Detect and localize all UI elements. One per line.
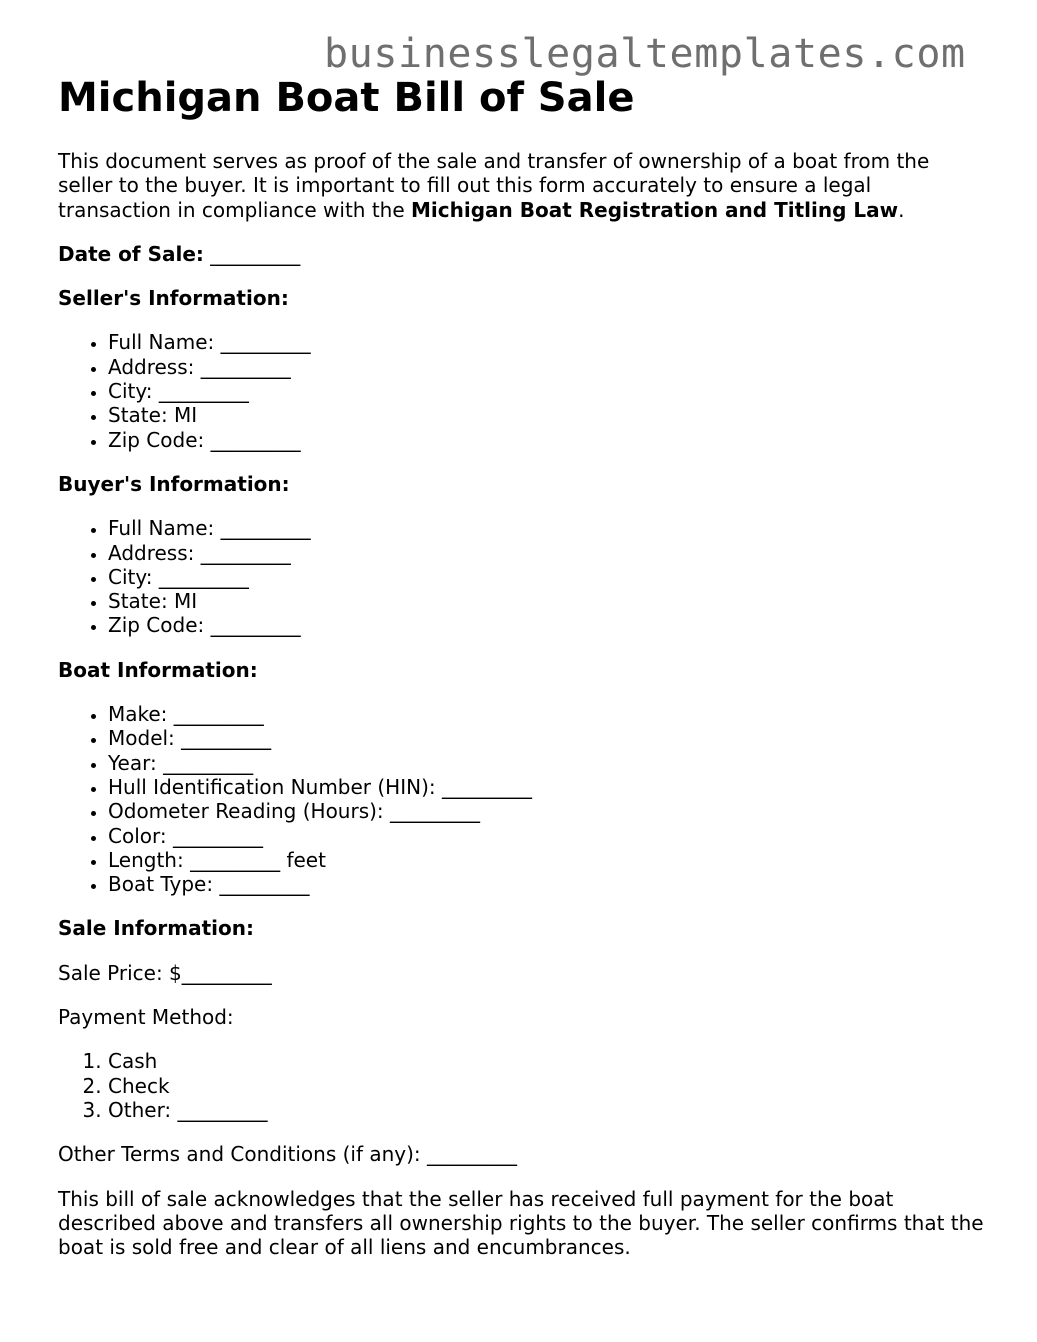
list-item: • Zip Code: _________	[108, 428, 988, 452]
buyer-list	[58, 516, 988, 637]
intro-end: .	[898, 197, 905, 222]
buyer-heading: Buyer's Information:	[58, 471, 290, 496]
sale-heading: Sale Information:	[58, 916, 254, 941]
list-item: • Length: _________ feet	[108, 848, 988, 872]
list-item: • Hull Identification Number (HIN): _________	[108, 775, 988, 799]
closing-paragraph: This bill of sale acknowledges that the seller has received full payment for the boat described above and transfers all ownership rights to the buyer. The seller confirms that the boat is sold free and clear of all liens and encumbrances.	[58, 1186, 984, 1260]
list-item: • Address: _________	[108, 355, 988, 379]
list-item: 1. Cash	[108, 1049, 988, 1073]
boat-list	[58, 702, 988, 896]
payment-method-label: Payment Method:	[58, 1005, 234, 1030]
payment-method-list	[58, 1049, 988, 1122]
list-item: • Boat Type: _________	[108, 872, 988, 896]
list-item: • Color: _________	[108, 824, 988, 848]
intro-text: This document serves as proof of the sale and transfer of ownership of a boat from the seller to the buyer. It is important to fill out this form accurately to ensure a legal transaction in compliance with the	[58, 149, 930, 222]
date-of-sale	[58, 242, 988, 266]
document-body	[58, 149, 988, 1279]
sale-price: Sale Price: $_________	[58, 960, 272, 985]
list-item: • Full Name: _________	[108, 516, 988, 540]
boat-heading: Boat Information:	[58, 657, 258, 682]
other-terms: Other Terms and Conditions (if any): _________	[58, 1142, 518, 1167]
list-item: • City: _________	[108, 379, 988, 403]
intro-paragraph	[58, 149, 988, 222]
list-item: • Zip Code: _________	[108, 613, 988, 637]
date-of-sale-label: Date of Sale:	[58, 241, 204, 266]
date-of-sale-blank: _________	[210, 241, 301, 266]
seller-list	[58, 330, 988, 451]
list-item: 3. Other: _________	[108, 1098, 988, 1122]
list-item: 2. Check	[108, 1074, 988, 1098]
list-item: • Year: _________	[108, 751, 988, 775]
list-item: • Model: _________	[108, 726, 988, 750]
watermark: businesslegaltemplates.com	[324, 31, 966, 77]
list-item: • Full Name: _________	[108, 330, 988, 354]
list-item: • Odometer Reading (Hours): _________	[108, 799, 988, 823]
document-title: Michigan Boat Bill of Sale	[58, 75, 635, 121]
list-item: • State: MI	[108, 589, 988, 613]
list-item: • City: _________	[108, 565, 988, 589]
list-item: • State: MI	[108, 403, 988, 427]
list-item: • Address: _________	[108, 541, 988, 565]
seller-heading: Seller's Information:	[58, 286, 289, 311]
list-item: • Make: _________	[108, 702, 988, 726]
law-name: Michigan Boat Registration and Titling Law	[411, 197, 899, 222]
